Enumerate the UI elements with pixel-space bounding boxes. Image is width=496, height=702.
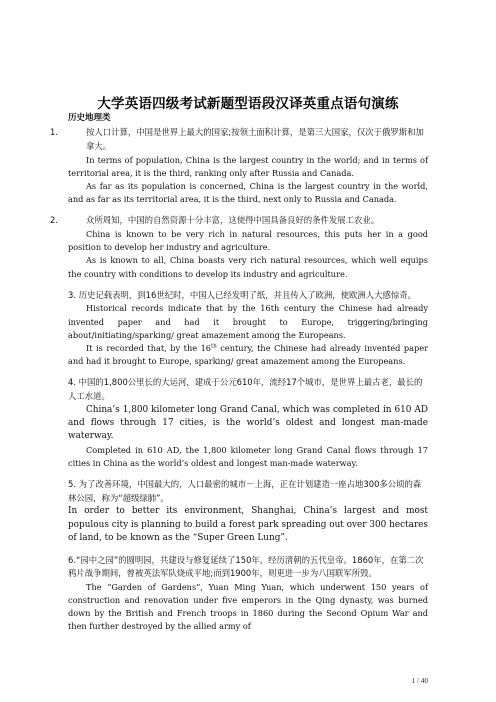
item-3-translation-a: Historical records indicate that by the 16th century the Chinese had already invented paper and had it brought to Europe, triggering/bringing about/initiating/sparking/ great amazement among the Europeans.	[68, 303, 428, 340]
item-2-translation-b: As is known to all, China boasts very rich natural resources, which well equips the country with conditions to develop its industry and agriculture.	[68, 255, 428, 279]
item-6-chinese: 6.“园中之园”的圆明园，共建设与修复延续了150年，经历清朝的五代皇帝。1860年，在第二次鸦片战争期间，曾被英法军队烧成平地;而到1900年，则更进一步为八国联军所毁。	[68, 554, 424, 579]
item-1-translation-a: In terms of population, China is the largest country in the world; and in terms of territorial area, it is the third, ranking only after Russia and Canada.	[68, 154, 428, 178]
item-1-translation-b: As far as its population is concerned, China is the largest country in the world, and as far as its territorial area, it is the third, next only to Russia and Canada.	[68, 181, 428, 205]
item-4-translation-a: China’s 1,800 kilometer long Grand Canal, which was completed in 610 AD and flows through 17 cities, is the world’s oldest and longest man-made waterway.	[68, 404, 428, 442]
item-4-chinese: 4. 中国的1,800公里长的大运河，建成于公元610年，流经17个城市，是世界上最古老，最长的人工水道。	[68, 377, 423, 402]
item-2-translation-a: China is known to be very rich in natural resources, this puts her in a good position to develop her industry and agriculture.	[68, 229, 428, 253]
page-number: 1 / 40	[411, 677, 428, 685]
item-3-translation-b: It is recorded that, by the 16th century, the Chinese had already invented paper and had it brought to Europe, sparking/ great amazement among the Europeans.	[68, 343, 428, 367]
item-1-chinese: 1. 按人口计算，中国是世界上最大的国家;按领土面积计算，是第三大国家，仅次于俄罗斯和加拿大。	[50, 127, 424, 151]
item-4-translation-b: Completed in 610 AD, the 1,800 kilometer long Grand Canal flows through 17 cities in China as the world’s oldest and longest man-made waterway.	[68, 444, 428, 469]
content-body	[50, 112, 428, 634]
item-3-chinese: 3. 历史记载表明，到16世纪时，中国人已经发明了纸，并且传入了欧洲，使欧洲人大感惊奇。	[68, 289, 416, 300]
item-6-translation-a: The “Garden of Gardens”, Yuan Ming Yuan, which underwent 150 years of construction and renovation under five emperors in the Qing dynasty, was burned down by the British and French troops in 1860 during the Second Opium War and then further destroyed by the allied army of	[68, 581, 428, 632]
section-heading: 历史地理类	[68, 113, 111, 123]
item-5-translation-a: In order to better its environment, Shanghai, China’s largest and most populous city is planning to build a forest park spreading out over 300 hectares of land, to be known as the “Super Green Lung”.	[68, 506, 428, 544]
page-title: 大学英语四级考试新题型语段汉译英重点语句演练	[97, 96, 399, 112]
item-2-chinese: 2. 众所周知，中国的自然资源十分丰富，这使得中国具备良好的条件发展工农业。	[50, 215, 380, 226]
item-5-chinese: 5. 为了改善环境，中国最大的，人口最密的城市－上海，正在计划建造一座占地300多公顷的森林公园，称为“超级绿肺”。	[68, 479, 422, 503]
